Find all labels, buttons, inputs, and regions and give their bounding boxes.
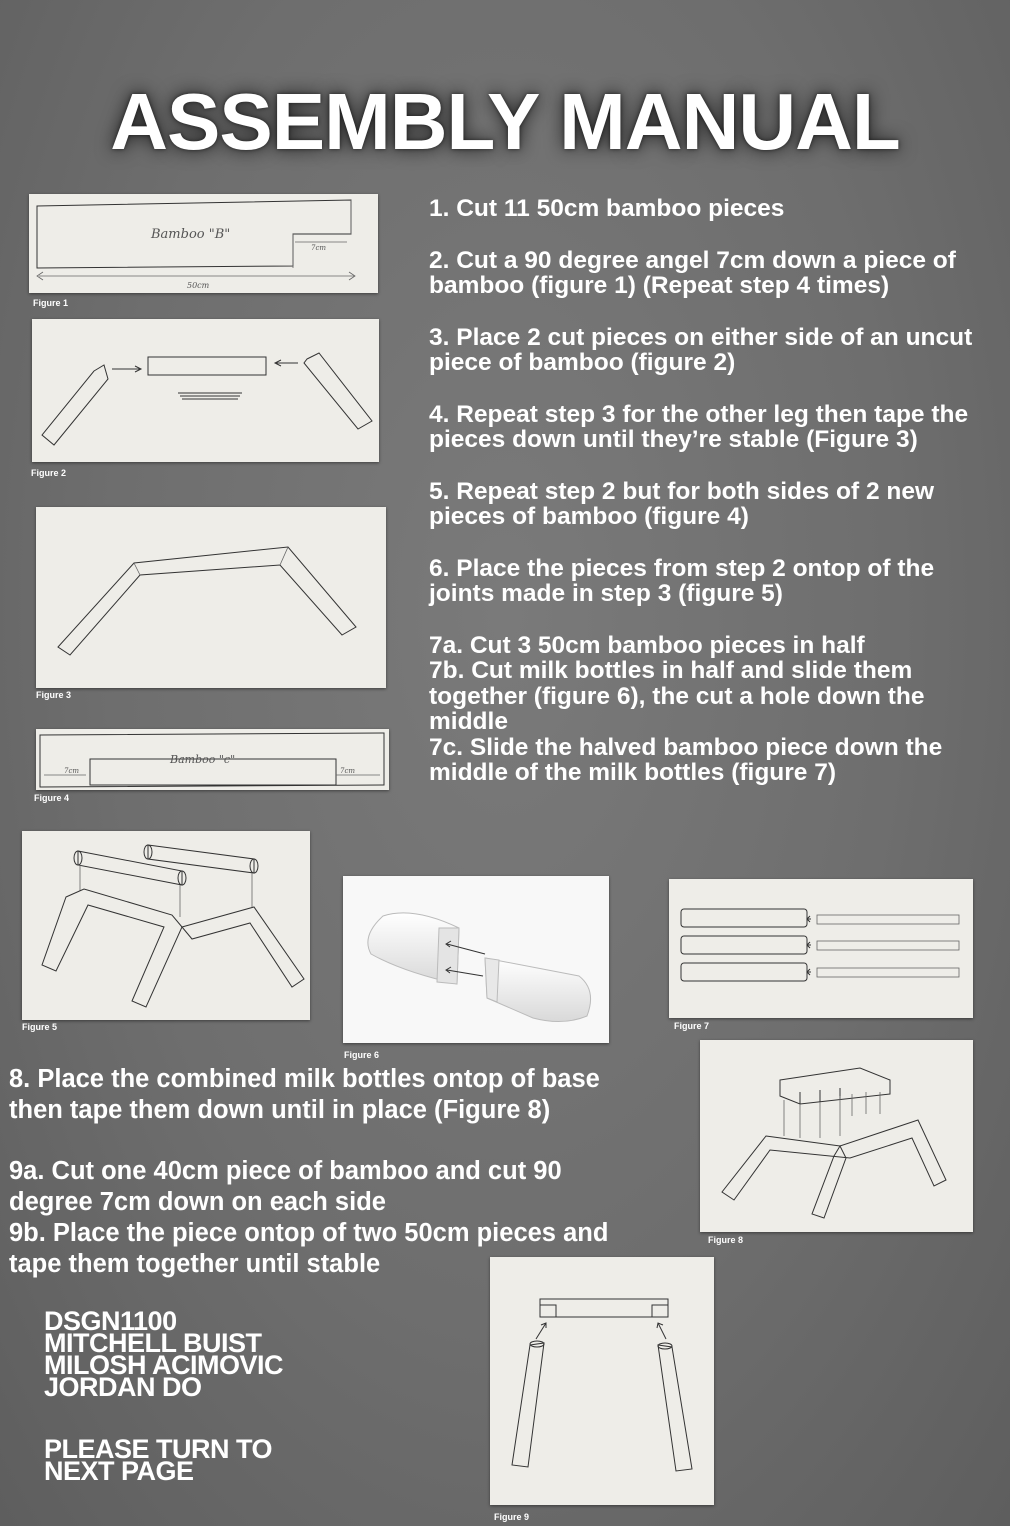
- author-name: JORDAN DO: [44, 1372, 202, 1402]
- step-9b: 9b. Place the piece ontop of two 50cm pieces and tape them together until stable: [9, 1219, 609, 1278]
- figure-1-image: [29, 194, 378, 293]
- figure-4-dim-left: 7cm: [64, 767, 80, 775]
- figure-4-label: Bamboo "c": [170, 753, 236, 766]
- credits: [44, 1306, 294, 1486]
- figure-4-image: [36, 729, 389, 790]
- figure-8-caption: Figure 8: [708, 1235, 744, 1245]
- author-name: MILOSH ACIMOVIC: [44, 1350, 283, 1380]
- step-6: 6. Place the pieces from step 2 ontop of the joints made in step 3 (figure 5): [429, 554, 935, 607]
- figure-1-caption: Figure 1: [33, 298, 69, 308]
- figure-7-caption: Figure 7: [674, 1021, 710, 1031]
- figure-5-caption: Figure 5: [22, 1022, 58, 1032]
- figure-1-label: Bamboo "B": [151, 227, 231, 242]
- figure-9-image: [490, 1257, 714, 1505]
- step-8: 8. Place the combined milk bottles ontop of base then tape them down until in place (Figure 8): [9, 1065, 600, 1124]
- figure-4-caption: Figure 4: [34, 793, 70, 803]
- next-page-note: PLEASE TURN TO NEXT PAGE: [44, 1434, 273, 1486]
- page-title: ASSEMBLY MANUAL: [110, 77, 900, 166]
- figure-3-image: [36, 507, 386, 688]
- step-3: 3. Place 2 cut pieces on either side of an uncut piece of bamboo (figure 2): [429, 323, 973, 376]
- figure-6-caption: Figure 6: [344, 1050, 380, 1060]
- step-7a: 7a. Cut 3 50cm bamboo pieces in half: [429, 631, 865, 659]
- figure-9-caption: Figure 9: [494, 1512, 530, 1522]
- figure-4-dim-right: 7cm: [340, 767, 356, 775]
- step-4: 4. Repeat step 3 for the other leg then tape the pieces down until they’re stable (Figure 3): [429, 400, 969, 453]
- course-code: DSGN1100: [44, 1306, 177, 1336]
- step-9a: 9a. Cut one 40cm piece of bamboo and cut 90 degree 7cm down on each side: [9, 1157, 562, 1216]
- figure-6-image: [343, 876, 609, 1043]
- step-7c: 7c. Slide the halved bamboo piece down the middle of the milk bottles (figure 7): [429, 733, 943, 786]
- figure-7-image: [669, 879, 973, 1018]
- instructions-steps: [429, 196, 1004, 786]
- step-2: 2. Cut a 90 degree angel 7cm down a piece of bamboo (figure 1) (Repeat step 4 times): [429, 246, 956, 299]
- figure-8-image: [700, 1040, 973, 1232]
- figure-1-dim-long: 50cm: [187, 281, 210, 290]
- bottom-steps: [9, 1064, 649, 1280]
- step-5: 5. Repeat step 2 but for both sides of 2 new pieces of bamboo (figure 4): [429, 477, 935, 530]
- figure-3-caption: Figure 3: [36, 690, 72, 700]
- figure-5-image: [22, 831, 310, 1020]
- figure-1-dim-small: 7cm: [311, 244, 327, 252]
- step-7b: 7b. Cut milk bottles in half and slide them together (figure 6), the cut a hole down the middle: [429, 657, 925, 735]
- author-name: MITCHELL BUIST: [44, 1328, 262, 1358]
- figure-2-caption: Figure 2: [31, 468, 67, 478]
- step-1: 1. Cut 11 50cm bamboo pieces: [429, 195, 785, 222]
- figure-2-image: [32, 319, 379, 462]
